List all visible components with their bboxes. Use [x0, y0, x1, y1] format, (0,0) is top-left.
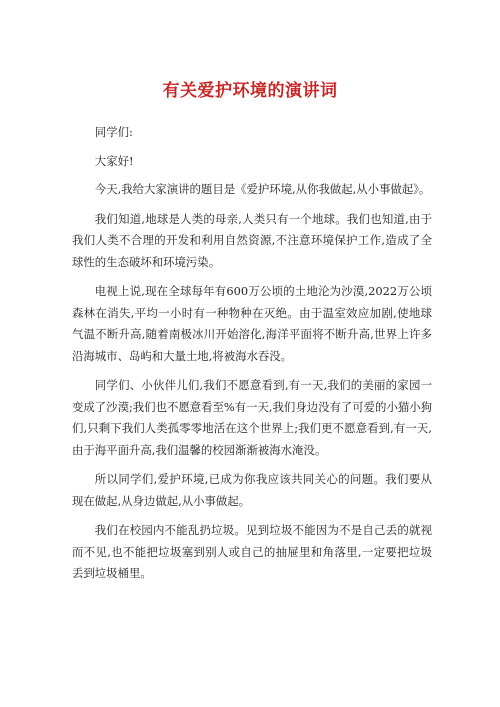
paragraph-campus: 我们在校园内不能乱扔垃圾。见到垃圾不能因为不是自己丢的就视而不见,也不能把垃圾塞到别人或自己的抽屉里和角落里,一定要把垃圾丢到垃圾桶里。	[72, 523, 432, 580]
paragraph-earth: 我们知道,地球是人类的母亲,人类只有一个地球。我们也知道,由于我们人类不合理的开发和利用自然资源,不注意环境保护工作,造成了全球性的生态破坏和环境污染。	[72, 211, 432, 269]
paragraph-greeting: 同学们:	[94, 125, 133, 139]
paragraph-topic: 今天,我给大家演讲的题目是《爱护环境,从你我做起,从小事做起》。	[94, 182, 431, 196]
speech-body	[72, 122, 432, 593]
paragraph-so: 所以同学们,爱护环境,已成为你我应该共同关心的问题。我们要从现在做起,从身边做起,从小事做起。	[72, 472, 432, 508]
paragraph-classmates: 同学们、小伙伴儿们,我们不愿意看到,有一天,我们的美丽的家园一变成了沙漠;我们也不愿意看至%有一天,我们身边没有了可爱的小猫小狗们,只剩下我们人类孤零零地活在这个世界上;我们更不愿意看到,有一天,由于海平面升高,我们温馨的校园渐渐被海水淹没。	[72, 378, 433, 457]
page-title: 有关爱护环境的演讲词	[162, 81, 338, 101]
paragraph-hello: 大家好!	[94, 153, 134, 168]
paragraph-tv-report: 电视上说,现在全球每年有600万公顷的土地沦为沙漠,2022万公顷森林在消失,平均一小时有一种物种在灭绝。由于温室效应加剧,使地球气温不断升高,随着南极冰川开始溶化,海洋平面将不断升高,世界上许多沿海城市、岛屿和大量土地,将被海水吞没。	[72, 284, 432, 363]
